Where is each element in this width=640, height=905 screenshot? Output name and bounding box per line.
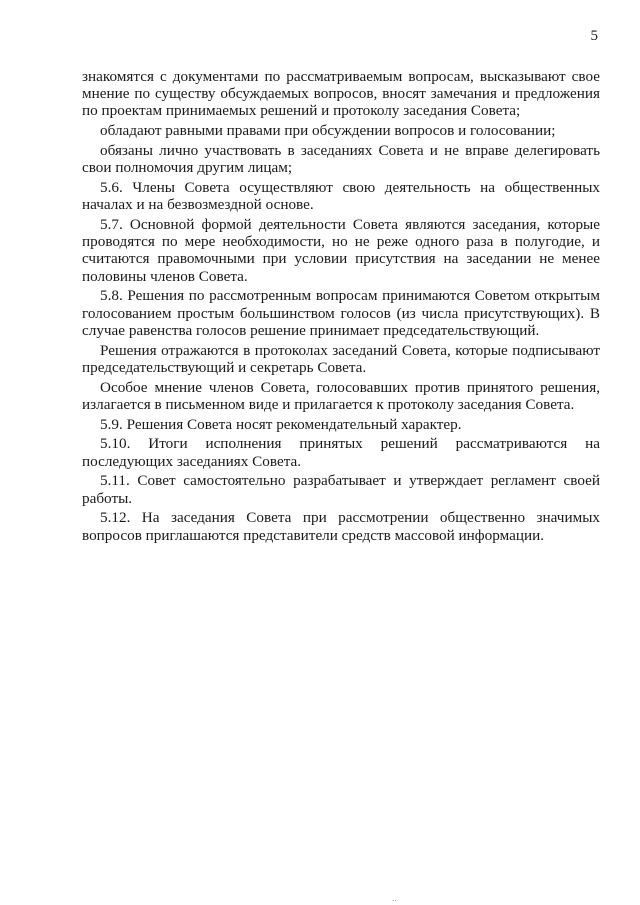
paragraph-equal-rights: обладают равными правами при обсуждении вопросов и голосовании; (100, 122, 556, 140)
document-body (82, 68, 600, 546)
scan-artifact-mark: ·· (392, 897, 397, 905)
paragraph-5-12: 5.12. На заседания Совета при рассмотрении общественно значимых вопросов приглашаются представители средств массовой информации. (82, 509, 600, 544)
paragraph-5-11: 5.11. Совет самостоятельно разрабатывает и утверждает регламент своей работы. (82, 472, 600, 507)
paragraph-members-review: знакомятся с документами по рассматриваемым вопросам, высказывают свое мнение по существу обсуждаемых вопросов, вносят замечания и предложения по проектам принимаемых решений и протоколу заседания Совета; (82, 68, 600, 120)
paragraph-5-7: 5.7. Основной формой деятельности Совета являются заседания, которые проводятся по мере необходимости, но не реже одного раза в полугодие, и считаются правомочными при условии присутствия на заседании не менее половины членов Совета. (82, 216, 600, 285)
paragraph-5-6: 5.6. Члены Совета осуществляют свою деятельность на общественных началах и на безвозмездной основе. (82, 179, 600, 214)
paragraph-decisions-protocols: Решения отражаются в протоколах заседаний Совета, которые подписывают председательствующий и секретарь Совета. (82, 341, 600, 376)
paragraph-5-9: 5.9. Решения Совета носят рекомендательный характер. (100, 415, 462, 433)
page-number: 5 (590, 28, 598, 44)
paragraph-5-10: 5.10. Итоги исполнения принятых решений рассматриваются на последующих заседаниях Совета. (82, 435, 600, 470)
paragraph-dissenting-opinion: Особое мнение членов Совета, голосовавших против принятого решения, излагается в письменном виде и прилагается к протоколу заседания Совета. (82, 378, 600, 413)
paragraph-personal-participation: обязаны лично участвовать в заседаниях Совета и не вправе делегировать свои полномочия другим лицам; (82, 142, 600, 177)
paragraph-5-8: 5.8. Решения по рассмотренным вопросам принимаются Советом открытым голосованием простым большинством голосов (из числа присутствующих). В случае равенства голосов решение принимает председательствующий. (82, 287, 600, 339)
